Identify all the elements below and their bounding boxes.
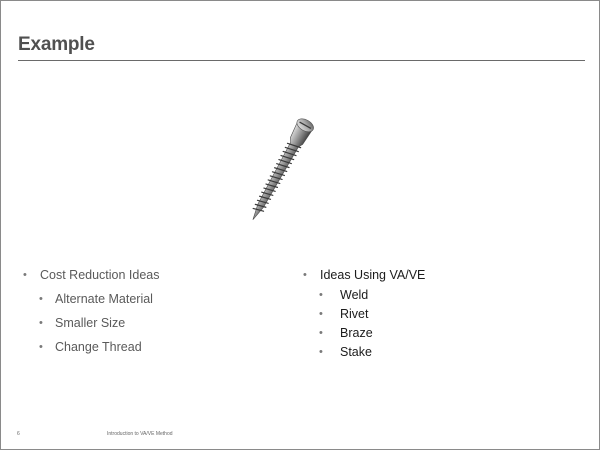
bullet-icon: •: [319, 327, 323, 339]
slide-title: Example: [18, 34, 95, 55]
list-item: [23, 292, 160, 307]
footer-text: Introduction to VA/VE Method: [107, 431, 173, 437]
list-item-label: Braze: [340, 326, 373, 340]
list-item-label: Alternate Material: [55, 292, 153, 306]
list-item: [23, 340, 160, 355]
list-item-label: Smaller Size: [55, 316, 126, 330]
list-item: [303, 307, 425, 322]
page-number: 6: [17, 431, 20, 437]
screw-image: [219, 89, 344, 249]
list-item: [303, 345, 425, 360]
bullet-icon: •: [39, 317, 43, 329]
list-item: [303, 288, 425, 303]
bullet-icon: •: [319, 308, 323, 320]
list-item-label: Ideas Using VA/VE: [320, 268, 426, 282]
bullet-icon: •: [319, 346, 323, 358]
list-item-label: Cost Reduction Ideas: [40, 268, 160, 282]
list-item-label: Change Thread: [55, 340, 142, 354]
bullet-icon: •: [39, 293, 43, 305]
bullet-icon: •: [39, 341, 43, 353]
list-item: [23, 268, 160, 283]
list-item: [303, 268, 425, 283]
list-item: [23, 316, 160, 331]
list-item: [303, 326, 425, 341]
cost-reduction-list: [23, 268, 160, 364]
title-divider: [18, 60, 585, 61]
bullet-icon: •: [303, 269, 307, 281]
list-item-label: Weld: [340, 288, 369, 302]
list-item-label: Stake: [340, 345, 372, 359]
bullet-icon: •: [319, 289, 323, 301]
list-item-label: Rivet: [340, 307, 369, 321]
bullet-icon: •: [23, 269, 27, 281]
vave-ideas-list: [303, 268, 425, 364]
